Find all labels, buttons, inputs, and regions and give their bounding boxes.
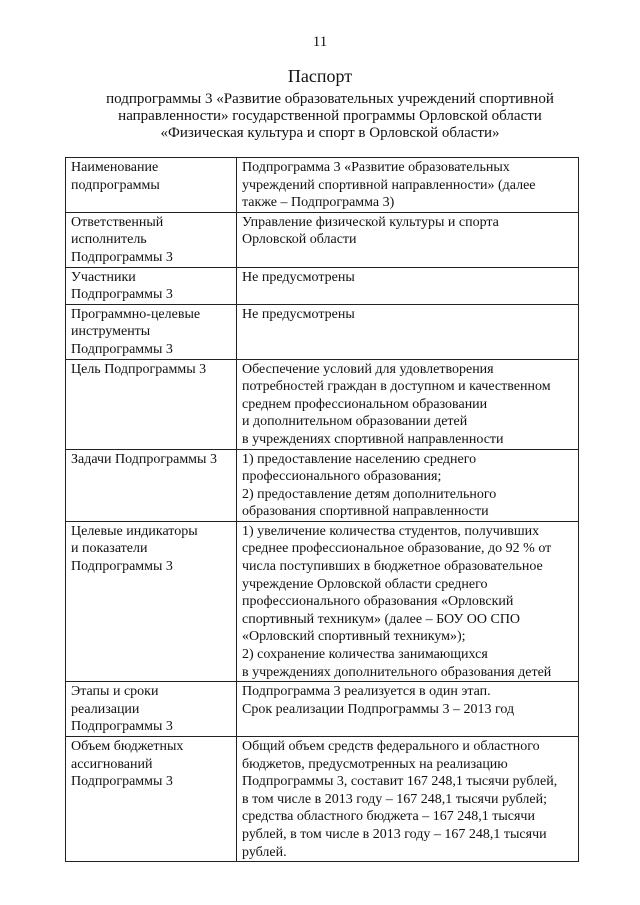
label-line: реализации xyxy=(71,701,140,717)
row-value-cell xyxy=(237,449,579,521)
label-line: и показатели xyxy=(71,541,148,557)
value-line: учреждение Орловской области среднего xyxy=(242,576,488,592)
passport-table-body xyxy=(66,158,579,862)
label-line: Участники xyxy=(71,269,136,285)
label-line: Цель Подпрограммы 3 xyxy=(71,361,207,377)
value-line: 1) увеличение количества студентов, получивших xyxy=(242,523,540,539)
value-line: Орловской области xyxy=(242,232,357,248)
passport-table xyxy=(65,157,579,862)
row-value-cell xyxy=(237,737,579,862)
table-row xyxy=(66,212,579,267)
value-line: профессионального образования «Орловский xyxy=(242,594,514,610)
table-row xyxy=(66,304,579,359)
row-value-cell xyxy=(237,682,579,737)
table-row xyxy=(66,158,579,213)
label-line: Ответственный xyxy=(71,214,164,230)
row-label-cell xyxy=(66,737,237,862)
label-line: Подпрограммы 3 xyxy=(71,287,173,303)
label-line: Подпрограммы 3 xyxy=(71,249,173,265)
value-line: Не предусмотрены xyxy=(242,306,355,322)
value-line: Срок реализации Подпрограммы 3 – 2013 год xyxy=(242,701,515,717)
table-row xyxy=(66,267,579,304)
row-label-cell xyxy=(66,158,237,213)
subtitle-line: подпрограммы 3 «Развитие образовательных учреждений спортивной xyxy=(106,91,554,107)
row-label-cell xyxy=(66,449,237,521)
label-line: Этапы и сроки xyxy=(71,684,159,700)
page-number: 11 xyxy=(312,34,328,50)
value-line: числа поступивших в бюджетное образовательное xyxy=(242,559,543,575)
value-line: спортивный техникум» (далее – БОУ ОО СПО xyxy=(242,611,521,627)
value-line: Не предусмотрены xyxy=(242,269,355,285)
value-line: Подпрограммы 3, составит 167 248,1 тысячи рублей, xyxy=(242,774,558,790)
table-row xyxy=(66,359,579,449)
value-line: учреждений спортивной направленности» (далее xyxy=(242,177,536,193)
row-value-cell xyxy=(237,359,579,449)
value-line: 1) предоставление населению среднего xyxy=(242,451,477,467)
row-label-cell xyxy=(66,212,237,267)
document-title: Паспорт xyxy=(287,66,353,86)
label-line: Подпрограммы 3 xyxy=(71,719,173,735)
value-line: рублей. xyxy=(242,844,287,860)
subtitle-line: «Физическая культура и спорт в Орловской области» xyxy=(160,125,500,141)
row-value-cell xyxy=(237,267,579,304)
value-line: Управление физической культуры и спорта xyxy=(242,214,499,230)
value-line: рублей, в том числе в 2013 году – 167 248,1 тысячи xyxy=(242,826,547,842)
value-line: 2) сохранение количества занимающихся xyxy=(242,647,488,663)
value-line: среднее профессиональное образование, до 92 % от xyxy=(242,541,552,557)
label-line: Целевые индикаторы xyxy=(71,523,198,539)
label-line: Объем бюджетных xyxy=(71,739,184,754)
label-line: Программно-целевые xyxy=(71,306,201,322)
value-line: профессионального образования; xyxy=(242,469,442,485)
value-line: «Орловский спортивный техникум»); xyxy=(242,629,466,645)
label-line: ассигнований xyxy=(71,756,153,772)
value-line: в учреждениях спортивной направленности xyxy=(242,431,504,447)
row-label-cell xyxy=(66,267,237,304)
row-label-cell xyxy=(66,521,237,681)
row-label-cell xyxy=(66,359,237,449)
label-line: подпрограммы xyxy=(71,177,160,193)
label-line: Подпрограммы 3 xyxy=(71,559,173,575)
row-value-cell xyxy=(237,304,579,359)
label-line: Задачи Подпрограммы 3 xyxy=(71,451,217,467)
table-row xyxy=(66,449,579,521)
value-line: Обеспечение условий для удовлетворения xyxy=(242,361,494,377)
subtitle-line: направленности» государственной программы Орловской области xyxy=(118,108,542,124)
label-line: Подпрограммы 3 xyxy=(71,341,173,357)
value-line: потребностей граждан в доступном и качественном xyxy=(242,379,551,395)
value-line: 2) предоставление детям дополнительного xyxy=(242,486,497,502)
document-subtitle xyxy=(0,91,640,142)
row-label-cell xyxy=(66,304,237,359)
value-line: бюджетов, предусмотренных на реализацию xyxy=(242,756,508,772)
label-line: Наименование xyxy=(71,160,159,175)
row-label-cell xyxy=(66,682,237,737)
row-value-cell xyxy=(237,212,579,267)
label-line: Подпрограммы 3 xyxy=(71,774,173,790)
label-line: исполнитель xyxy=(71,232,147,248)
value-line: Подпрограмма 3 реализуется в один этап. xyxy=(242,684,491,700)
table-row xyxy=(66,521,579,681)
value-line: среднем профессиональном образовании xyxy=(242,396,488,412)
value-line: и дополнительном образовании детей xyxy=(242,414,468,430)
row-value-cell xyxy=(237,158,579,213)
value-line: также – Подпрограмма 3) xyxy=(242,195,395,211)
value-line: в учреждениях дополнительного образования детей xyxy=(242,664,552,680)
value-line: средства областного бюджета – 167 248,1 тысячи xyxy=(242,809,535,825)
table-row xyxy=(66,737,579,862)
row-value-cell xyxy=(237,521,579,681)
value-line: Общий объем средств федерального и областного xyxy=(242,739,540,754)
value-line: в том числе в 2013 году – 167 248,1 тысячи рублей; xyxy=(242,791,548,807)
value-line: образования спортивной направленности xyxy=(242,504,489,520)
value-line: Подпрограмма 3 «Развитие образовательных xyxy=(242,160,510,175)
label-line: инструменты xyxy=(71,324,151,340)
table-row xyxy=(66,682,579,737)
